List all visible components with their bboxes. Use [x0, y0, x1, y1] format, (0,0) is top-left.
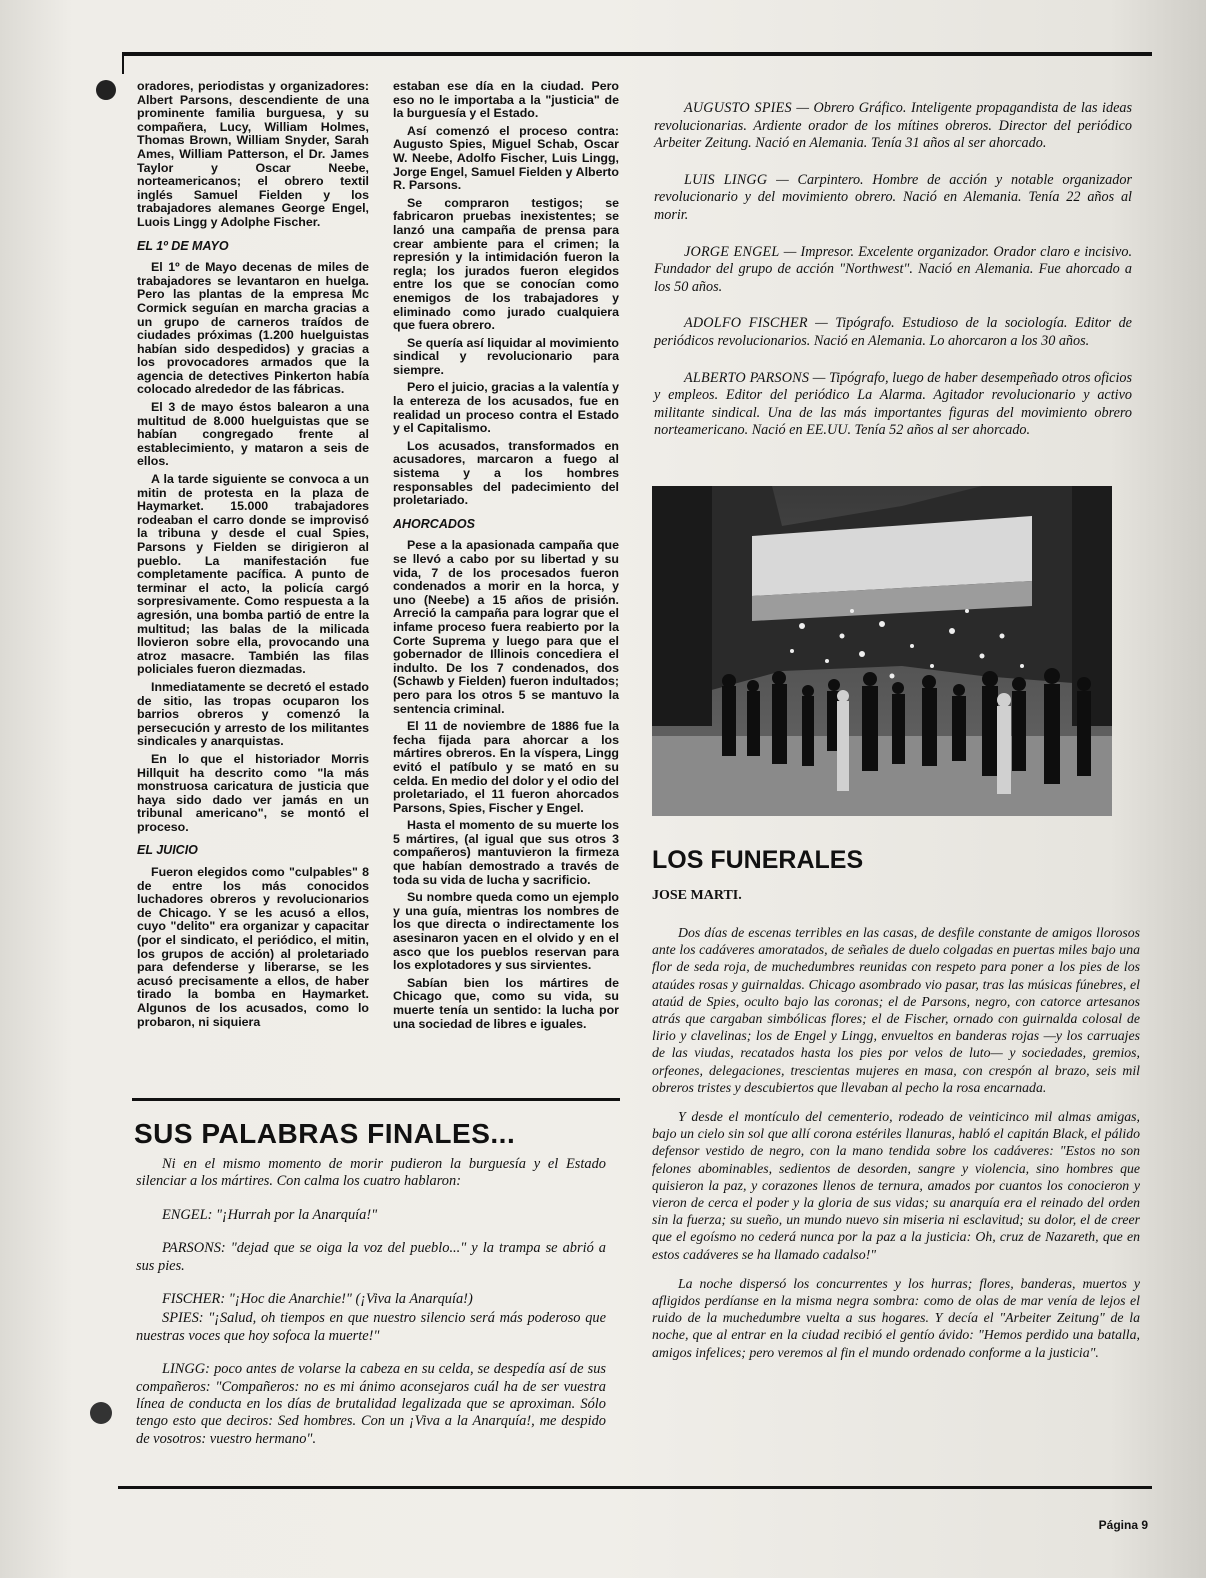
paragraph: Ni en el mismo momento de morir pudieron la burguesía y el Estado silenciar a los mártires. Con calma los cuatro hablaron:	[136, 1156, 606, 1190]
paragraph: Fueron elegidos como "culpables" 8 de entre los más conocidos luchadores obreros y revolucionarios de Chicago. Y se les acusó a ellos, cuyo "delito" era organizar y capacitar (por el sindicato, el periódico, el mitin, los grupos de acción) al proletariado para defenderse y liberarse, se les acusó precisamente a ellos, de haber tirado la bomba en Haymarket. Algunos de los acusados, como lo probaron, ni siquiera	[137, 865, 369, 1029]
page-number: Página 9	[1098, 1518, 1148, 1532]
article-column-1	[137, 80, 369, 1033]
paragraph: El 1º de Mayo decenas de miles de trabajadores se levantaron en huelga. Pero las plantas de la empresa Mc Cormick seguían en marcha gracias a un grupo de carneros traídos de ciudades próximas (1.200 huelguistas habían sido despedidos) y gracias a los provocadores armados que la agencia de detectives Pinkerton había colocado alrededor de las fábricas.	[137, 260, 369, 397]
paragraph: oradores, periodistas y organizadores: Albert Parsons, descendiente de una prominente familia burguesa, y su compañera, Lucy, William Holmes, Thomas Brown, William Snyder, Sarah Ames, William Patterson, el Dr. James Taylor y Oscar Neebe, norteamericanos; el obrero textil inglés Samuel Fielden y los trabajadores alemanes George Engel, Luois Lingg y Adolphe Fischer.	[137, 79, 369, 229]
bottom-rule	[118, 1486, 1152, 1489]
paragraph: Dos días de escenas terribles en las casas, de desfile constante de amigos llorosos ante los cadáveres amoratados, de señales de duelo colgadas en puertas miles bajo una flor de seda roja, de muchedumbres reunidas con respeto para poner a los pies de los ataúdes rosas y guirnaldas. Chicago asombrado vio pasar, tras las músicas fúnebres, el ataúd de Spies, oculto bajo las coronas; el de Parsons, negro, con catorce artesanos atrás que cargaban simbólicas flores; el de Fischer, ornado con guirnalda colosal de lirio y clavelinas; los de Engel y Lingg, envueltos en banderas rojas —y los carruajes de las viudas, recatados hasta los pies por velos de luto— y sociedades, gremios, orfeones, delegaciones, trescientas mujeres en masa, con crespón al brazo, seis mil obreros tristes y descubiertos que llevaban al pecho la rosa encarnada.	[652, 925, 1140, 1095]
funerales-title: LOS FUNERALES	[652, 846, 864, 874]
paragraph: Pese a la apasionada campaña que se llevó a cabo por su libertad y su vida, 7 de los procesados fueron condenados a morir en la horca, y uno (Neebe) a 15 años de prisión. Arreció la campaña para lograr que el infame proceso fuera reabierto por la Corte Suprema y luego para que el gobernador de Illinois concediera el indulto. De los 7 condenados, dos (Schawb y Fielden) fueron indultados; pero para los otros 5 se mantuvo la sentencia criminal.	[393, 538, 619, 716]
bio-name: ADOLFO FISCHER	[684, 315, 808, 332]
bio-name: JORGE ENGEL	[684, 243, 780, 260]
bio-lingg	[654, 172, 1132, 225]
funeral-photo-illustration	[652, 486, 1112, 816]
paragraph: El 11 de noviembre de 1886 fue la fecha fijada para ahorcar a los mártires obreros. En la víspera, Lingg evitó el patíbulo y se mató en su celda. En medio del dolor y el odio del proletariado, el 11 fueron ahorcados Parsons, Spies, Fischer y Engel.	[393, 719, 619, 815]
section-heading: EL 1º DE MAYO	[137, 238, 229, 253]
bio-text: — Tipógrafo, luego de haber desempeñado otros oficios y empleos. Editor del periódico La Alarma. Agitador revolucionario y activo militante sindical. Una de las más importantes figuras del movimiento obrero norteamericano. Nació en EE.UU. Tenía 52 años al ser ahorcado.	[654, 369, 1133, 439]
paragraph: Y desde el montículo del cementerio, rodeado de veinticinco mil almas amigas, bajo un cielo sin sol que allí corona estériles llanuras, habló el capitán Black, el pálido defensor vestido de negro, con la mano tendida sobre los cadáveres: "Estos no son felones abominables, sedientos de desorden, sangre y violencia, sino hombres que quisieron la paz, y corazones llenos de ternura, amados por cuantos los conocieron y vieron de cerca el poder y la gloria de sus vidas; su anarquía era el reinado del orden sin la fuerza; su sueño, un mundo nuevo sin miseria ni esclavitud; su dolor, el de creer que el egoísmo no cederá nunca por la paz a la justicia: Oh, cruz de Nazareth, que en estos cadáveres se ha llamado cadalso!"	[652, 1109, 1140, 1262]
section-heading: AHORCADOS	[393, 516, 475, 531]
palabras-text	[136, 1156, 606, 1460]
bio-parsons	[654, 370, 1132, 440]
bio-engel	[654, 244, 1132, 297]
bio-name: ALBERTO PARSONS	[684, 369, 810, 386]
paragraph: Su nombre queda como un ejemplo y una guía, mientras los nombres de los que directa o indirectamente los asesinaron yacen en el olvido y en el asco que los pueblos reservan para los explotadores y sus sirvientes.	[393, 890, 619, 973]
bio-spies	[654, 100, 1132, 153]
left-column-rule	[122, 56, 124, 74]
paragraph: Así comenzó el proceso contra: Augusto Spies, Miguel Schab, Oscar W. Neebe, Adolfo Fischer, Luis Lingg, Jorge Engel, Samuel Fielden y Alberto R. Parsons.	[393, 123, 619, 193]
paragraph: Hasta el momento de su muerte los 5 mártires, (al igual que sus otros 3 compañeros) mantuvieron la firmeza que habían demostrado a través de toda su vida de lucha y sacrificio.	[393, 818, 619, 887]
paragraph: El 3 de mayo éstos balearon a una multitud de 8.000 huelguistas que se habían congregado frente al establecimiento, y mataron a seis de ellos.	[137, 400, 369, 469]
palabras-title: SUS PALABRAS FINALES...	[134, 1118, 516, 1149]
paragraph: A la tarde siguiente se convoca a un mitin de protesta en la plaza de Haymarket. 15.000 trabajadores rodeaban el carro donde se improvisó la tribuna y desde el cual Spies, Parsons y Fielden se dirigieron al pueblo. La manifestación fue completamente pacífica. A punto de terminar el acto, la policía cargó sorpresivamente. Como respuesta a la agresión, una bomba partió de entre la multitud; las balas de la milicada llovieron sobre ella, provocando una atroz masacre. También las filas policiales fueron diezmadas.	[137, 472, 369, 677]
section-heading: EL JUICIO	[137, 843, 198, 858]
funerales-text	[652, 924, 1140, 1373]
palabras-top-rule	[132, 1098, 620, 1101]
bio-fischer	[654, 315, 1132, 350]
bio-text: — Impresor. Excelente organizador. Orador claro e incisivo. Fundador del grupo de acción "Northwest". Nació en Alemania. Fue ahorcado a los 50 años.	[654, 243, 1132, 295]
punch-hole	[90, 1402, 112, 1424]
funerales-author: JOSE MARTI.	[652, 888, 742, 903]
quote-engel: ENGEL: "¡Hurrah por la Anarquía!"	[162, 1206, 378, 1223]
quote-parsons: PARSONS: "dejad que se oiga la voz del pueblo..." y la trampa se abrió a sus pies.	[136, 1240, 606, 1274]
article-column-2	[393, 80, 619, 1035]
paragraph: Se quería así liquidar al movimiento sindical y revolucionario para siempre.	[393, 335, 619, 377]
martyr-bios	[654, 100, 1132, 459]
paragraph: La noche dispersó los concurrentes y los hurras; flores, banderas, muertos y afligidos perdíanse en la misma negra sombra: como de olas de mar venía de lejos el ruido de la muchedumbre vuelta a sus hogares. Y decía el "Arbeiter Zeitung" de la noche, que al entrar en la ciudad recibió el gentío ávido: "Hemos perdido una batalla, amigos infelices; pero veremos al fin el mundo ordenado conforme a la justicia".	[652, 1275, 1140, 1360]
paragraph: Inmediatamente se decretó el estado de sitio, las tropas ocuparon los barrios obreros y comenzó la persecución y arresto de los militantes sindicales y anarquistas.	[137, 679, 369, 749]
bio-name: AUGUSTO SPIES	[684, 100, 792, 116]
paragraph: estaban ese día en la ciudad. Pero eso no le importaba a la "justicia" de la burguesía y el Estado.	[393, 79, 619, 121]
top-rule	[122, 52, 1152, 56]
quote-spies: SPIES: "¡Salud, oh tiempos en que nuestro silencio será más poderoso que nuestras voces que hoy sofoca la muerte!"	[136, 1310, 606, 1344]
paragraph: Sabían bien los mártires de Chicago que, como su vida, su muerte tenía un sentido: la lucha por una sociedad de libres e iguales.	[393, 975, 619, 1031]
bio-text: — Obrero Gráfico. Inteligente propagandista de las ideas revolucionarias. Ardiente orador de los mítines obreros. Director del periódico Arbeiter Zeitung. Nació en Alemania. Tenía 31 años al ser ahorcado.	[654, 100, 1132, 152]
paragraph: En lo que el historiador Morris Hillquit ha descrito como "la más monstruosa caricatura de justicia que haya sido dado ver jamás en un tribunal americano", se montó el proceso.	[137, 751, 369, 834]
bio-text: — Tipógrafo. Estudioso de la sociología. Editor de periódicos revolucionarios. Nació en Alemania. Lo ahorcaron a los 30 años.	[654, 315, 1132, 349]
bio-text: — Carpintero. Hombre de acción y notable organizador revolucionario y del movimiento obrero. Nació en Alemania. Tenía 22 años al morir.	[654, 171, 1132, 223]
paragraph: Pero el juicio, gracias a la valentía y la entereza de los acusados, fue en realidad un proceso contra el Estado y el Capitalismo.	[393, 380, 619, 436]
funeral-photo	[652, 486, 1112, 816]
paragraph: Los acusados, transformados en acusadores, marcaron a fuego al sistema y a los hombres responsables del padecimiento del proletariado.	[393, 438, 619, 508]
quote-fischer: FISCHER: "¡Hoc die Anarchie!" (¡Viva la Anarquía!)	[162, 1291, 473, 1308]
paragraph: Se compraron testigos; se fabricaron pruebas inexistentes; se lanzó una campaña de prensa para crear ambiente para el crimen; la represión y la intimidación fueron la regla; los jurados fueron elegidos entre los que se conocían como enemigos de los trabajadores y eliminado como jurado cualquiera que fuera obrero.	[393, 195, 619, 333]
bio-name: LUIS LINGG	[684, 171, 768, 188]
quote-lingg: LINGG: poco antes de volarse la cabeza en su celda, se despedía así de sus compañeros: "Compañeros: no es mi ánimo aconsejaros cuál ha de ser vuestra línea de conducta en los días de brutalidad legalizada que se aproximan. Sólo tengo esto que deciros: Sed hombres. Con un ¡Viva a la Anarquía!, me despido de vosotros: vuestro hermano".	[136, 1361, 606, 1447]
punch-hole	[96, 80, 116, 100]
